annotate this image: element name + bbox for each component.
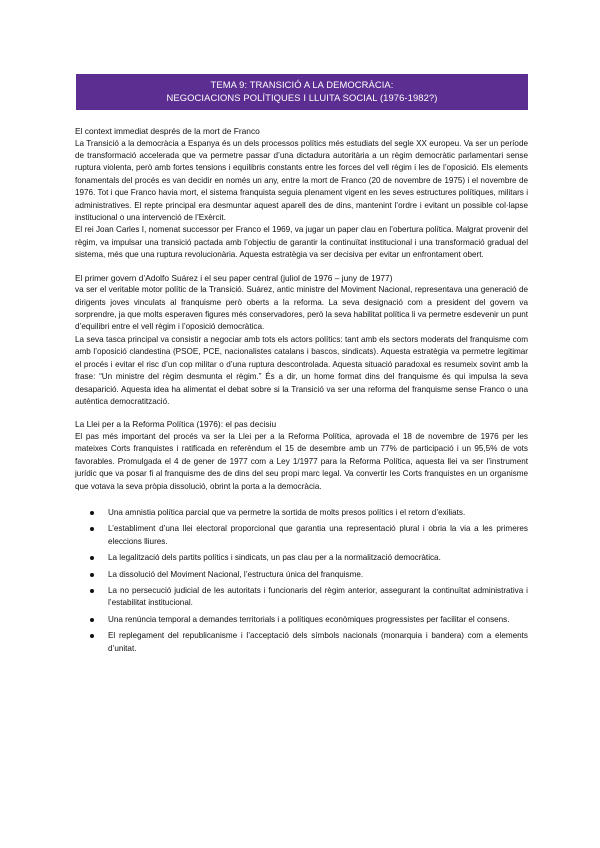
bullet-dot-icon — [90, 556, 94, 560]
section-context — [75, 125, 528, 262]
list-item-text: L’establiment d’una llei electoral proporcional que garantia una representació plural i obria la via a les primeres eleccions lliures. — [108, 524, 528, 546]
bullet-dot-icon — [90, 634, 94, 638]
paragraph: va ser el veritable motor polític de la Transició. Suárez, antic ministre del Moviment Nacional, representava una generació de dirigents joves vinculats al franquisme però oberts a la reforma. La seva designació com a president del govern va sorprendre, ja que molts esperaven figures més conservadores, però la seva habilitat política li va permetre esdevenir un punt d’equilibri entre el vell règim i l’oposició democràtica. — [75, 285, 528, 332]
list-item-text: Una renúncia temporal a demandes territorials i a polítiques econòmiques progressistes per facilitar el consens. — [108, 614, 510, 624]
section-heading: El context immediat després de la mort de Franco — [75, 126, 260, 136]
paragraph: La seva tasca principal va consistir a negociar amb tots els actors polítics: tant amb els sectors moderats del franquisme com amb l’oposició clandestina (PSOE, PCE, nacionalistes catalans i bascos, sindicats). Aquesta estratègia va permetre legitimar el procés i evitar el risc d’un cop militar o d’una ruptura descontrolada. Aquesta situació paradoxal es resumeix sovint amb la frase: “Un ministre del règim desmunta el règim.” És a dir, un home format dins del franquisme és qui impulsa la seva desaparició. Aquesta idea ha alimentat el debat sobre si la Transició va ser una reforma del franquisme sense Franco o una autèntica democratització. — [75, 334, 528, 406]
list-item — [75, 585, 528, 610]
list-item — [75, 569, 528, 581]
bullet-dot-icon — [90, 589, 94, 593]
list-item — [75, 614, 528, 626]
list-item-text: La legalització dels partits polítics i sindicats, un pas clau per a la normalització democràtica. — [108, 553, 441, 563]
section-heading: El primer govern d’Adolfo Suárez i el seu paper central (juliol de 1976 – juny de 1977) — [75, 272, 393, 283]
bullet-dot-icon — [90, 573, 94, 577]
section-suarez — [75, 272, 528, 409]
title-banner — [76, 74, 528, 110]
paragraph: El pas més important del procés va ser la Llei per a la Reforma Política, aprovada el 18 de novembre de 1976 per les mateixes Corts franquistes i ratificada en referèndum el 15 de desembre amb un 77% de participació i un 95,5% de vots favorables. Promulgada el 4 de gener de 1977 com a Ley 1/1977 para la Reforma Política, aquesta llei va ser l’instrument jurídic que va posar fi al franquisme des de dins del seu propi marc legal. Va convertir les Corts franquistes en un organisme que votava la seva pròpia dissolució, obrint la porta a la democràcia. — [75, 431, 528, 491]
list-item-text: El replegament del republicanisme i l’acceptació dels símbols nacionals (monarquia i bandera) com a elements d’unitat. — [108, 631, 528, 653]
paragraph: El rei Joan Carles I, nomenat successor per Franco el 1969, va jugar un paper clau en l’obertura política. Malgrat provenir del règim, va impulsar una transició pactada amb l’objectiu de garantir la continuïtat institucional i una transformació gradual del sistema, més que una ruptura revolucionària. Aquesta estratègia va ser decisiva per evitar un enfrontament obert. — [75, 225, 528, 260]
list-item — [75, 523, 528, 548]
document-body — [75, 125, 528, 659]
list-item — [75, 630, 528, 655]
list-item-text: La no persecució judicial de les autoritats i funcionaris del règim anterior, assegurant la continuïtat administrativa i l’estabilitat institucional. — [108, 585, 528, 608]
paragraph: La Transició a la democràcia a Espanya és un dels processos polítics més estudiats del segle XX europeu. Va ser un període de transformació accelerada que va permetre passar d’una dictadura autoritària a un règim democràtic parlamentari sense ruptura violenta, però amb fortes tensions i equilibris constants entre les forces del vell règim i les de l’oposició. Els elements fonamentals del procés es van decidir en només un any, entre la mort de Franco (20 de novembre de 1975) i el novembre de 1976. Tot i que Franco havia mort, el sistema franquista seguia plenament vigent en les seves estructures polítiques, militars i administratives. El repte principal era desmuntar aquest aparell des de dins, mantenint l’ordre i evitant un possible col·lapse institucional o una intervenció de l’Exèrcit. — [75, 138, 528, 223]
list-item — [75, 507, 528, 519]
bullet-list — [75, 507, 528, 655]
section-heading: La Llei per a la Reforma Política (1976): el pas decisiu — [75, 419, 277, 430]
bullet-dot-icon — [90, 618, 94, 622]
title-line-2: NEGOCIACIONS POLÍTIQUES I LLUITA SOCIAL (1976-1982?) — [166, 91, 438, 103]
list-item — [75, 552, 528, 564]
list-item-text: La dissolució del Moviment Nacional, l’estructura única del franquisme. — [108, 569, 364, 579]
bullet-dot-icon — [90, 511, 94, 515]
title-line-1: TEMA 9: TRANSICIÓ A LA DEMOCRÀCIA: — [210, 79, 394, 90]
section-reforma-politica — [75, 418, 528, 493]
list-item-text: Una amnistia política parcial que va permetre la sortida de molts presos polítics i el retorn d’exiliats. — [108, 507, 466, 517]
bullet-dot-icon — [90, 527, 94, 531]
